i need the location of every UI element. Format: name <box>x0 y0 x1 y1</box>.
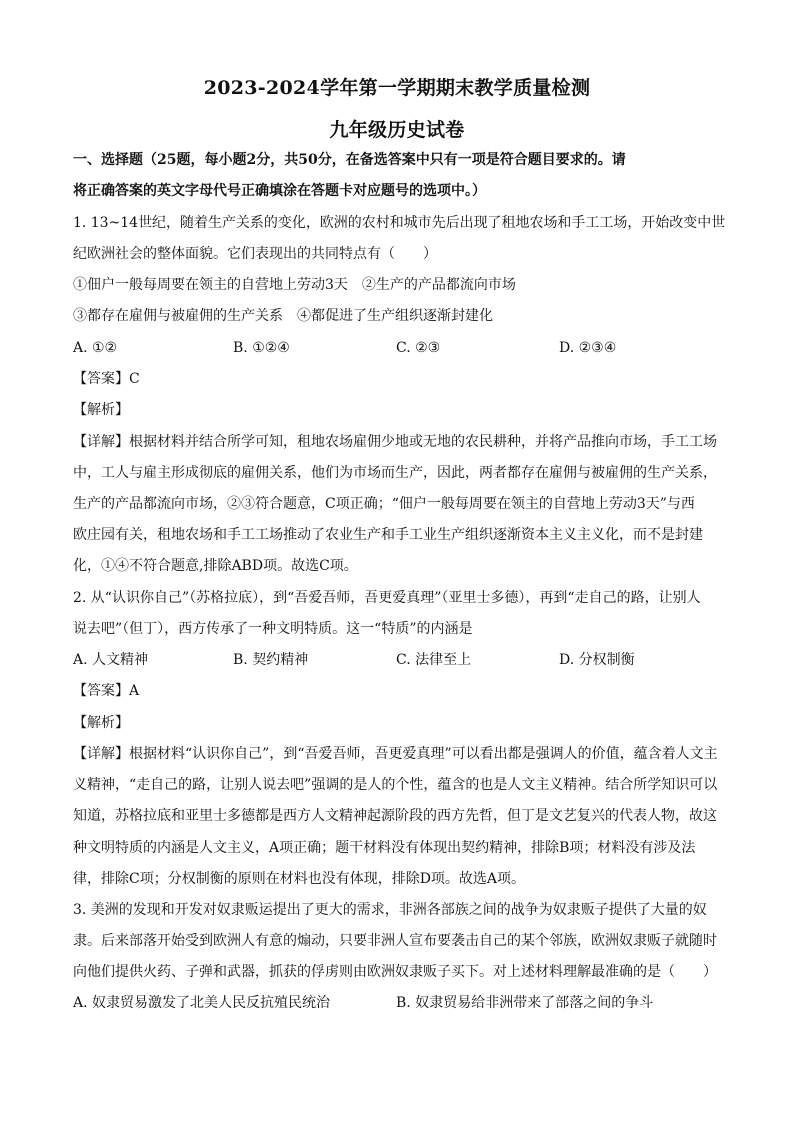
q2-option-a: A. 人文精神 <box>73 652 149 668</box>
q3-stem-line2: 隶。后来部落开始受到欧洲人有意的煽动，只要非洲人宣布要袭击自己的某个邻族，欧洲奴隶贩子就随时 <box>73 933 717 949</box>
q2-detail-line2: 义精神，“走自己的路，让别人说去吧”强调的是人的个性，蕴含的也是人文主义精神。结合所学知识可以 <box>73 777 718 793</box>
answer-label: 【答案】 <box>73 683 129 699</box>
q2-stem-line1: 2. 从“认识你自己”（苏格拉底），到“吾爱吾师，吾更爱真理”（亚里士多德），再到“走自己的路，让别人 <box>73 590 701 606</box>
q1-statement-line2: ③都存在雇佣与被雇佣的生产关系 ④都促进了生产组织逐渐封建化 <box>73 308 493 324</box>
q1-option-b: B. ①②④ <box>233 340 290 356</box>
q1-stem-line2: 纪欧洲社会的整体面貌。它们表现出的共同特点有（ ） <box>73 246 437 262</box>
q3-option-a: A. 奴隶贸易激发了北美人民反抗殖民统治 <box>73 995 331 1011</box>
q2-detail-line5: 律，排除C项；分权制衡的原则在材料也没有体现，排除D项。故选A项。 <box>73 871 526 887</box>
q2-option-c: C. 法律至上 <box>396 652 472 668</box>
answer-label: 【答案】 <box>73 371 129 387</box>
q1-detail-line5: 化，①④不符合题意,排除ABD项。故选C项。 <box>73 558 358 574</box>
q2-detail-line4: 种文明特质的内涵是人文主义，A项正确；题干材料没有体现出契约精神，排除B项；材料没有涉及法 <box>73 840 696 856</box>
q2-detail-line3: 知道，苏格拉底和亚里士多德都是西方人文精神起源阶段的西方先哲，但丁是文艺复兴的代表人物，故这 <box>73 808 717 824</box>
q1-detail-line3: 生产的产品都流向市场，②③符合题意，C项正确；“佃户一般每周要在领主的自营地上劳动3天”与西 <box>73 496 695 512</box>
section-instructions-line1: 一、选择题（25题，每小题2分，共50分，在备选答案中只有一项是符合题目要求的。请 <box>73 152 626 168</box>
exam-title: 2023-2024学年第一学期期末教学质量检测 <box>203 77 591 99</box>
q1-detail-line2: 中，工人与雇主形成彻底的雇佣关系，他们为市场而生产，因此，两者都存在雇佣与被雇佣的生产关系， <box>73 465 717 481</box>
q3-stem-line1: 3. 美洲的发现和开发对奴隶贩运提出了更大的需求，非洲各部族之间的战争为奴隶贩子提供了大量的奴 <box>73 902 707 918</box>
q3-stem-line3: 向他们提供火药、子弹和武器，抓获的俘虏则由欧洲奴隶贩子买下。对上述材料理解最准确的是（ ） <box>73 964 717 980</box>
q1-option-a: A. ①② <box>73 340 118 356</box>
q1-option-d: D. ②③④ <box>559 340 617 356</box>
answer-value: C <box>129 371 140 387</box>
q1-detail-line4: 欧庄园有关，租地农场和手工工场推动了农业生产和手工业生产组织逐渐资本主义主义化，而不是封建 <box>73 527 703 543</box>
q1-option-c: C. ②③ <box>396 340 441 356</box>
q2-stem-line2: 说去吧”（但丁），西方传承了一种文明特质。这一“特质”的内涵是 <box>73 621 473 637</box>
q2-option-d: D. 分权制衡 <box>559 652 635 668</box>
q1-analysis-label: 【解析】 <box>73 402 129 418</box>
q1-statement-line1: ①佃户一般每周要在领主的自营地上劳动3天 ②生产的产品都流向市场 <box>73 277 516 293</box>
q2-analysis-label: 【解析】 <box>73 715 129 731</box>
answer-value: A <box>129 683 140 699</box>
q1-stem-line1: 1. 13~14世纪，随着生产关系的变化，欧洲的农村和城市先后出现了租地农场和手工工场，开始改变中世 <box>73 215 726 231</box>
q2-detail-line1: 【详解】根据材料“认识你自己”，到“吾爱吾师，吾更爱真理”可以看出都是强调人的价值，蕴含着人文主 <box>73 746 718 762</box>
q1-detail-line1: 【详解】根据材料并结合所学可知，租地农场雇佣少地或无地的农民耕种，并将产品推向市场，手工工场 <box>73 434 717 450</box>
q2-option-b: B. 契约精神 <box>233 652 309 668</box>
q1-answer <box>73 369 725 389</box>
q2-answer <box>73 681 725 701</box>
exam-subtitle: 九年级历史试卷 <box>329 119 465 141</box>
q3-option-b: B. 奴隶贸易给非洲带来了部落之间的争斗 <box>396 995 654 1011</box>
section-instructions-line2: 将正确答案的英文字母代号正确填涂在答题卡对应题号的选项中。） <box>73 183 486 199</box>
